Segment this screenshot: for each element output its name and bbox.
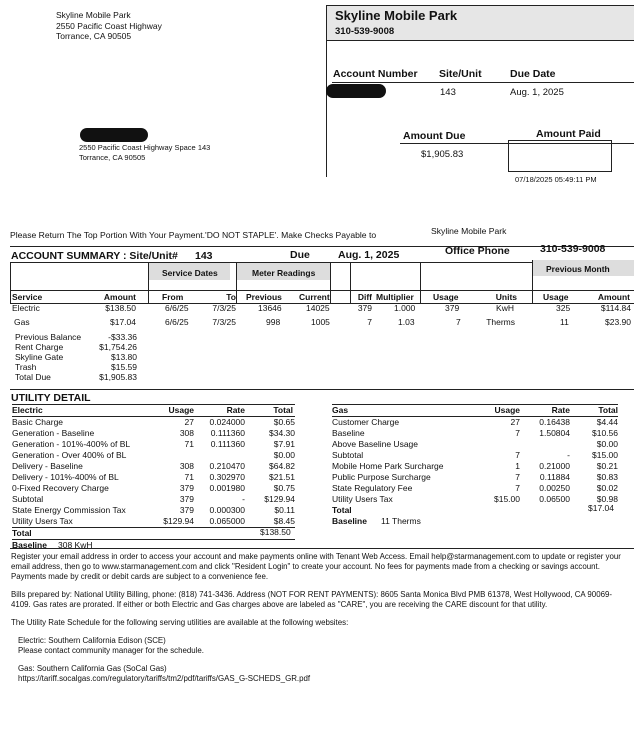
detail-total: $0.98 bbox=[596, 494, 618, 504]
cell-previous: 998 bbox=[266, 317, 281, 327]
previous-month-label: Previous Month bbox=[546, 264, 610, 274]
detail-row bbox=[12, 428, 295, 439]
detail-name: Subtotal bbox=[332, 450, 364, 460]
detail-rate: 1.50804 bbox=[539, 428, 570, 438]
detail-row bbox=[12, 450, 295, 461]
cell-service: Electric bbox=[12, 303, 40, 313]
detail-rate: 0.06500 bbox=[539, 494, 570, 504]
detail-total: $4.44 bbox=[596, 417, 618, 427]
redacted-account-number bbox=[326, 84, 386, 98]
detail-total: $21.51 bbox=[269, 472, 295, 482]
charge-amount: $1,905.83 bbox=[99, 372, 137, 382]
baseline-label: Baseline bbox=[12, 540, 47, 550]
detail-usage: 379 bbox=[179, 483, 194, 493]
detail-usage: 7 bbox=[515, 472, 520, 482]
electric-provider-block bbox=[18, 636, 204, 656]
cell-to: 7/3/25 bbox=[212, 317, 236, 327]
gas-tariff-link[interactable]: https://tariff.socalgas.com/regulatory/tariffs/tm2/pdf/tariffs/GAS_G-SCHEDS_GR.pdf bbox=[18, 674, 311, 683]
col-to: To bbox=[226, 292, 236, 302]
gas-total-row bbox=[332, 505, 618, 516]
charge-label: Previous Balance bbox=[15, 332, 82, 342]
sender-address bbox=[56, 10, 256, 42]
charge-row bbox=[15, 362, 137, 372]
summary-row-gas bbox=[0, 317, 634, 327]
detail-total: $64.82 bbox=[269, 461, 295, 471]
due-date-label: Due Date bbox=[510, 68, 556, 80]
detail-total: $15.00 bbox=[592, 450, 618, 460]
detail-row bbox=[332, 439, 618, 450]
payable-to: Skyline Mobile Park bbox=[431, 226, 507, 236]
account-number-label: Account Number bbox=[333, 68, 418, 80]
charge-row bbox=[15, 342, 137, 352]
detail-row bbox=[12, 494, 295, 505]
detail-row bbox=[332, 483, 618, 494]
col-amount: Amount bbox=[103, 292, 136, 302]
cell-units: KwH bbox=[496, 303, 514, 313]
detail-name: Generation - Over 400% of BL bbox=[12, 450, 127, 460]
col-usage: Usage bbox=[433, 292, 459, 302]
total-label: Total bbox=[332, 505, 352, 515]
cell-prev-amount: $23.90 bbox=[605, 317, 631, 327]
amount-due-label: Amount Due bbox=[403, 130, 466, 142]
detail-rate: 0.210470 bbox=[209, 461, 245, 471]
detail-total: $0.00 bbox=[273, 450, 295, 460]
cell-diff: 7 bbox=[367, 317, 372, 327]
detail-name: Generation - Baseline bbox=[12, 428, 95, 438]
charge-amount: -$33.36 bbox=[108, 332, 137, 342]
charge-amount: $15.59 bbox=[111, 362, 137, 372]
detail-usage: 379 bbox=[179, 494, 194, 504]
detail-usage: 308 bbox=[179, 428, 194, 438]
detail-row bbox=[12, 472, 295, 483]
electric-provider: Electric: Southern California Edison (SCE) bbox=[18, 636, 166, 645]
detail-usage: 27 bbox=[184, 417, 194, 427]
sender-street: 2550 Pacific Coast Highway bbox=[56, 20, 162, 31]
recipient-address bbox=[79, 143, 210, 162]
detail-usage: 379 bbox=[179, 505, 194, 515]
electric-total-value: $138.50 bbox=[260, 527, 291, 537]
detail-name: Basic Charge bbox=[12, 417, 64, 427]
charge-label: Total Due bbox=[15, 372, 51, 382]
detail-name: State Energy Commission Tax bbox=[12, 505, 126, 515]
detail-usage: 308 bbox=[179, 461, 194, 471]
cell-amount: $17.04 bbox=[110, 317, 136, 327]
col-current: Current bbox=[299, 292, 330, 302]
detail-total: $0.00 bbox=[596, 439, 618, 449]
cell-current: 1005 bbox=[311, 317, 330, 327]
hdr-total: Total bbox=[273, 405, 293, 415]
sender-city: Torrance, CA 90505 bbox=[56, 31, 132, 41]
detail-rate: 0.065000 bbox=[209, 516, 245, 526]
gas-provider-block bbox=[18, 664, 310, 684]
detail-row bbox=[332, 417, 618, 428]
detail-rate: 0.001980 bbox=[209, 483, 245, 493]
baseline-value: 11 Therms bbox=[381, 516, 421, 526]
detail-total: $8.45 bbox=[273, 516, 295, 526]
detail-name: Utility Users Tax bbox=[12, 516, 73, 526]
cell-multiplier: 1.000 bbox=[394, 303, 416, 313]
detail-total: $0.75 bbox=[273, 483, 295, 493]
cell-from: 6/6/25 bbox=[165, 317, 189, 327]
park-name: Skyline Mobile Park bbox=[335, 8, 458, 23]
col-multiplier: Multiplier bbox=[376, 292, 414, 302]
detail-rate: 0.16438 bbox=[539, 417, 570, 427]
cell-amount: $138.50 bbox=[105, 303, 136, 313]
charge-amount: $13.80 bbox=[111, 352, 137, 362]
cell-usage: 7 bbox=[456, 317, 461, 327]
detail-name: Baseline bbox=[332, 428, 365, 438]
hdr-name: Electric bbox=[12, 405, 43, 415]
detail-rate: - bbox=[567, 450, 570, 460]
hdr-rate: Rate bbox=[226, 405, 245, 415]
detail-name: Delivery - 101%-400% of BL bbox=[12, 472, 119, 482]
hdr-usage: Usage bbox=[168, 405, 194, 415]
cell-prev-usage: 11 bbox=[560, 317, 569, 327]
charge-label: Trash bbox=[15, 362, 37, 372]
summary-due-label: Due bbox=[290, 249, 310, 261]
hdr-rate: Rate bbox=[551, 405, 570, 415]
recipient-city: Torrance, CA 90505 bbox=[79, 152, 146, 162]
electric-detail-table bbox=[12, 404, 295, 551]
detail-usage: 1 bbox=[515, 461, 520, 471]
office-phone: 310-539-9008 bbox=[540, 243, 606, 255]
sender-name: Skyline Mobile Park bbox=[56, 10, 131, 20]
detail-name: Delivery - Baseline bbox=[12, 461, 83, 471]
col-units: Units bbox=[495, 292, 517, 302]
baseline-label: Baseline bbox=[332, 516, 367, 526]
detail-rate: 0.11884 bbox=[539, 472, 570, 482]
charge-label: Rent Charge bbox=[15, 342, 64, 352]
detail-usage: 7 bbox=[515, 450, 520, 460]
detail-name: 0-Fixed Recovery Charge bbox=[12, 483, 109, 493]
detail-total: $0.21 bbox=[596, 461, 618, 471]
detail-total: $10.56 bbox=[592, 428, 618, 438]
charge-row bbox=[15, 372, 137, 382]
col-previous: Previous bbox=[246, 292, 282, 302]
amount-due-value: $1,905.83 bbox=[421, 149, 464, 160]
detail-row bbox=[332, 428, 618, 439]
baseline-value: 308 KwH bbox=[58, 540, 93, 550]
cell-units: Therms bbox=[486, 317, 515, 327]
cell-service: Gas bbox=[14, 317, 30, 327]
detail-name: Utility Users Tax bbox=[332, 494, 393, 504]
hdr-total: Total bbox=[598, 405, 618, 415]
cell-diff: 379 bbox=[357, 303, 372, 313]
cell-prev-usage: 325 bbox=[556, 303, 571, 313]
detail-total: $0.11 bbox=[274, 505, 295, 515]
detail-name: Generation - 101%-400% of BL bbox=[12, 439, 131, 449]
detail-usage: $129.94 bbox=[163, 516, 194, 526]
detail-row bbox=[12, 516, 295, 527]
detail-name: Customer Charge bbox=[332, 417, 400, 427]
summary-row-electric bbox=[0, 303, 634, 313]
detail-total: $129.94 bbox=[264, 494, 295, 504]
meter-readings-label: Meter Readings bbox=[252, 268, 316, 278]
detail-name: Public Purpose Surcharge bbox=[332, 472, 431, 482]
detail-row bbox=[332, 494, 618, 505]
total-label: Total bbox=[12, 528, 32, 538]
detail-rate: 0.111360 bbox=[210, 428, 245, 438]
gas-baseline-row bbox=[332, 516, 618, 527]
col-service: Service bbox=[12, 292, 43, 302]
detail-rate: 0.302970 bbox=[209, 472, 245, 482]
detail-row bbox=[12, 439, 295, 450]
detail-usage: 71 bbox=[184, 439, 194, 449]
detail-row bbox=[12, 417, 295, 428]
detail-rate: 0.21000 bbox=[539, 461, 570, 471]
service-dates-label: Service Dates bbox=[162, 268, 218, 278]
detail-total: $34.30 bbox=[269, 428, 295, 438]
detail-rate: 0.111360 bbox=[210, 439, 245, 449]
gas-detail-table bbox=[332, 404, 618, 527]
cell-from: 6/6/25 bbox=[165, 303, 189, 313]
summary-site-unit: 143 bbox=[195, 250, 213, 262]
electric-note: Please contact community manager for the schedule. bbox=[18, 646, 204, 655]
detail-row bbox=[332, 450, 618, 461]
detail-name: State Regulatory Fee bbox=[332, 483, 413, 493]
detail-name: Subtotal bbox=[12, 494, 44, 504]
received-stamp: 07/18/2025 05:49:11 PM bbox=[515, 175, 597, 184]
charge-amount: $1,754.26 bbox=[99, 342, 137, 352]
amount-paid-label: Amount Paid bbox=[536, 128, 601, 140]
detail-row bbox=[12, 461, 295, 472]
electric-header-row bbox=[12, 404, 295, 417]
other-charges bbox=[15, 332, 137, 382]
charge-row bbox=[15, 352, 137, 362]
cell-to: 7/3/25 bbox=[212, 303, 236, 313]
cell-current: 14025 bbox=[306, 303, 330, 313]
col-from: From bbox=[162, 292, 184, 302]
detail-name: Mobile Home Park Surcharge bbox=[332, 461, 444, 471]
redacted-resident-name bbox=[80, 128, 148, 142]
detail-total: $0.02 bbox=[596, 483, 618, 493]
return-note: Please Return The Top Portion With Your Payment.'DO NOT STAPLE'. Make Checks Payable to bbox=[10, 230, 377, 240]
detail-total: $7.91 bbox=[273, 439, 295, 449]
electric-total-row bbox=[12, 527, 295, 539]
summary-header-row bbox=[0, 292, 634, 302]
detail-total: $0.65 bbox=[273, 417, 295, 427]
site-unit-label: Site/Unit bbox=[439, 68, 482, 80]
detail-usage: 7 bbox=[515, 428, 520, 438]
due-date-value: Aug. 1, 2025 bbox=[510, 87, 564, 98]
cell-usage: 379 bbox=[445, 303, 460, 313]
detail-row bbox=[12, 483, 295, 494]
electric-baseline-row bbox=[12, 539, 295, 551]
detail-usage: 71 bbox=[184, 472, 194, 482]
detail-rate: 0.00250 bbox=[539, 483, 570, 493]
col-prev-usage: Usage bbox=[543, 292, 569, 302]
site-unit-value: 143 bbox=[440, 87, 456, 98]
register-note: Register your email address in order to access your account and make payments online with Tenant Web Access. Email help@starmanagement.com to update or register your email address, then go to www.starmanagement.com and click "Resident Login" to create your account. No fees for payments made from a checking or savings account. Payments made by credit or debit cards are subject to a convenience fee. bbox=[11, 552, 621, 581]
park-phone: 310-539-9008 bbox=[335, 26, 395, 37]
summary-title: ACCOUNT SUMMARY : Site/Unit# bbox=[11, 250, 178, 262]
detail-row bbox=[332, 472, 618, 483]
cell-previous: 13646 bbox=[258, 303, 282, 313]
cell-multiplier: 1.03 bbox=[398, 317, 415, 327]
rate-schedule-note: The Utility Rate Schedule for the following serving utilities are available at the following websites: bbox=[11, 618, 349, 627]
gas-provider: Gas: Southern California Gas (SoCal Gas) bbox=[18, 664, 167, 673]
col-prev-amount: Amount bbox=[597, 292, 630, 302]
park-header-box bbox=[326, 5, 634, 41]
detail-rate: 0.024000 bbox=[209, 417, 245, 427]
hdr-usage: Usage bbox=[494, 405, 520, 415]
detail-rate: - bbox=[242, 494, 245, 504]
detail-name: Above Baseline Usage bbox=[332, 439, 419, 449]
hdr-name: Gas bbox=[332, 405, 349, 415]
col-diff: Diff bbox=[357, 292, 372, 302]
gas-total-value: $17.04 bbox=[588, 503, 614, 513]
detail-total: $0.83 bbox=[596, 472, 618, 482]
cell-prev-amount: $114.84 bbox=[600, 303, 631, 313]
charge-row bbox=[15, 332, 137, 342]
charge-label: Skyline Gate bbox=[15, 352, 64, 362]
summary-due-date: Aug. 1, 2025 bbox=[338, 249, 400, 261]
billing-note: Bills prepared by: National Utility Billing, phone: (818) 741-3436. Address (NOT FOR RENT PAYMENTS): 8605 Santa Monica Blvd PMB 61378, West Hollywood, CA 90069-4109. Gas rates are prorated. If either or both Electric and Gas charges above are labeled as "CARE", you are receiving the CARE discount for that utility. bbox=[11, 590, 612, 609]
amount-paid-box[interactable] bbox=[508, 140, 612, 172]
detail-rate: 0.000300 bbox=[209, 505, 245, 515]
detail-row bbox=[332, 461, 618, 472]
office-phone-label: Office Phone bbox=[445, 245, 510, 257]
detail-row bbox=[12, 505, 295, 516]
detail-usage: $15.00 bbox=[494, 494, 520, 504]
gas-header-row bbox=[332, 404, 618, 417]
detail-usage: 27 bbox=[510, 417, 520, 427]
detail-usage: 7 bbox=[515, 483, 520, 493]
utility-detail-title: UTILITY DETAIL bbox=[11, 392, 91, 404]
recipient-street: 2550 Pacific Coast Highway Space 143 bbox=[79, 143, 211, 152]
